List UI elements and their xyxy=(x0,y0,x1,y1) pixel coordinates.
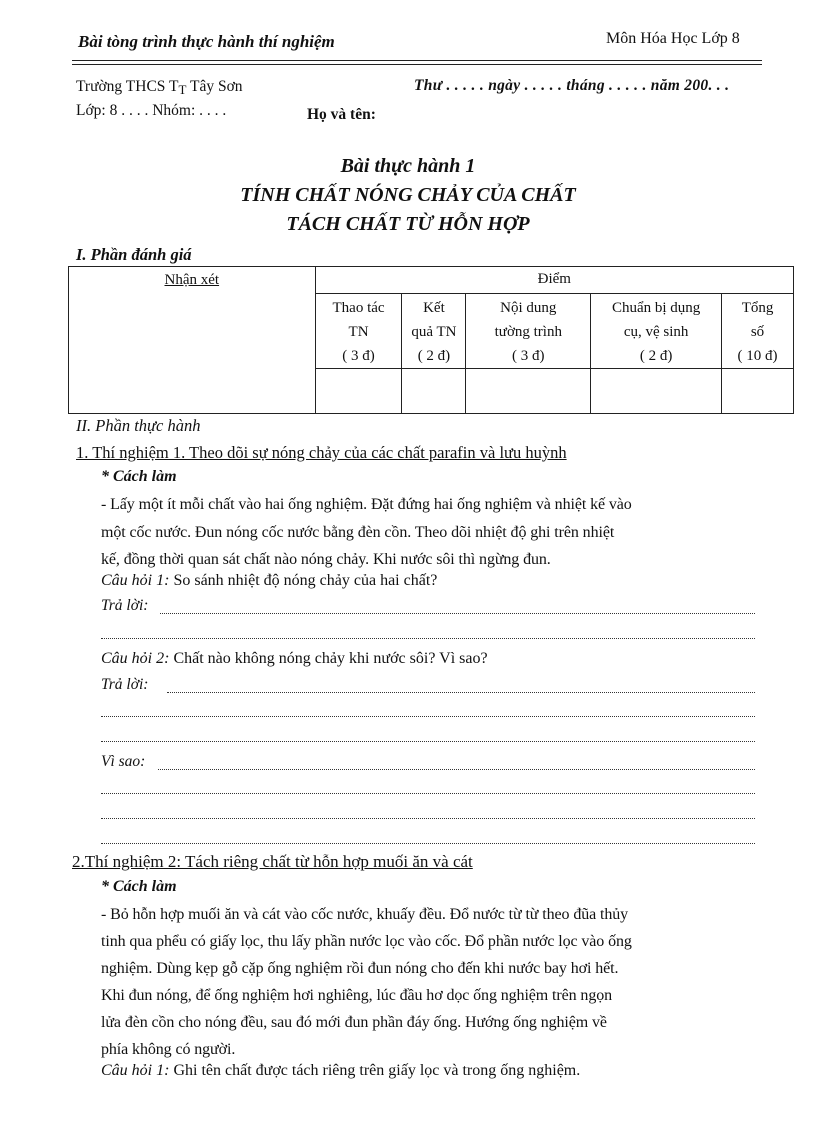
exp1-q1-answer-line[interactable] xyxy=(160,613,755,614)
experiment-1-title: 1. Thí nghiệm 1. Theo dõi sự nóng chảy của các chất parafin và lưu huỳnh xyxy=(76,443,567,462)
grading-table xyxy=(68,266,794,414)
score-col-report: Nội dung tường trình ( 3 đ) xyxy=(466,294,591,369)
exp1-q1-answer-line[interactable] xyxy=(101,638,755,639)
score-col-total: Tổng số ( 10 đ) xyxy=(722,294,794,369)
lab-title-2: TÁCH CHẤT TỪ HỖN HỢP xyxy=(286,213,530,235)
lab-title-1: TÍNH CHẤT NÓNG CHẢY CỦA CHẤT xyxy=(240,184,576,206)
experiment-1-procedure: - Lấy một ít mỗi chất vào hai ống nghiệm. Đặt đứng hai ống nghiệm và nhiệt kế vào một cốc nước. Đun nóng cốc nước bằng đèn cồn. Theo dõi nhiệt độ ghi trên nhiệt kế, đồng thời quan sát chất nào nóng chảy. Khi nước sôi thì ngừng đun. xyxy=(101,496,632,568)
comment-header: Nhận xét xyxy=(164,272,220,288)
exp1-question-2: Câu hỏi 2: Chất nào không nóng chảy khi nước sôi? Vì sao? xyxy=(101,650,488,667)
score-col-operation: Thao tác TN ( 3 đ) xyxy=(315,294,402,369)
lab-number: Bài thực hành 1 xyxy=(340,155,476,177)
score-cell-result xyxy=(402,369,466,414)
experiment-2-title: 2.Thí nghiệm 2: Tách riêng chất từ hỗn hợp muối ăn và cát xyxy=(72,852,473,871)
exp1-q2-answer-line[interactable] xyxy=(101,716,755,717)
experiment-2-method-heading: * Cách làm xyxy=(101,878,177,895)
exp1-why-line[interactable] xyxy=(101,818,755,819)
score-col-preparation: Chuẩn bị dụng cụ, vệ sinh ( 2 đ) xyxy=(591,294,722,369)
header-divider xyxy=(72,60,762,65)
class-group-line: Lớp: 8 . . . . Nhóm: . . . . xyxy=(76,102,227,119)
exp1-why-line[interactable] xyxy=(101,843,755,844)
score-cell-preparation xyxy=(591,369,722,414)
exp2-question-1: Câu hỏi 1: Ghi tên chất được tách riêng trên giấy lọc và trong ống nghiệm. xyxy=(101,1062,581,1079)
date-line: Thư . . . . . ngày . . . . . tháng . . . . . năm 200. . . xyxy=(414,77,730,94)
header-title: Bài tòng trình thực hành thí nghiệm xyxy=(78,32,335,51)
exp1-question-1: Câu hỏi 1: So sánh nhiệt độ nóng chảy của hai chất? xyxy=(101,572,438,589)
exp1-q2-answer-label: Trả lời: xyxy=(101,676,149,693)
exp1-q2-answer-line[interactable] xyxy=(101,741,755,742)
score-cell-report xyxy=(466,369,591,414)
section-evaluation-heading: I. Phần đánh giá xyxy=(76,245,192,264)
experiment-1-method-heading: * Cách làm xyxy=(101,468,177,485)
score-col-result: Kết quả TN ( 2 đ) xyxy=(402,294,466,369)
exp1-q1-answer-label: Trả lời: xyxy=(101,597,149,614)
exp1-why-label: Vì sao: xyxy=(101,753,146,770)
comment-cell xyxy=(69,267,316,414)
school-name: Trường THCS TT Tây Sơn xyxy=(76,78,243,97)
score-cell-operation xyxy=(315,369,402,414)
score-cell-total xyxy=(722,369,794,414)
header-subject: Môn Hóa Học Lớp 8 xyxy=(606,30,740,47)
exp1-why-line[interactable] xyxy=(158,769,755,770)
score-header: Điểm xyxy=(315,267,793,294)
exp1-q2-answer-line[interactable] xyxy=(167,692,755,693)
exp1-why-line[interactable] xyxy=(101,793,755,794)
experiment-2-procedure: - Bỏ hỗn hợp muối ăn và cát vào cốc nước, khuấy đều. Đổ nước từ từ theo đũa thủy tinh qua phểu có giấy lọc, thu lấy phần nước lọc vào cốc. Đổ phần nước lọc vào ống nghiệm. Dùng kẹp gỗ cặp ống nghiệm rồi đun nóng cho đến khi nước bay hơi hết. Khi đun nóng, để ống nghiệm hơi nghiêng, lúc đầu hơ dọc ống nghiệm trên ngọn lửa đèn cồn cho nóng đều, sau đó mới đun phần đáy ống. Hướng ống nghiệm về phía không có người. xyxy=(101,906,632,1058)
student-name-label: Họ và tên: xyxy=(307,106,376,123)
section-practice-heading: II. Phần thực hành xyxy=(76,416,201,435)
